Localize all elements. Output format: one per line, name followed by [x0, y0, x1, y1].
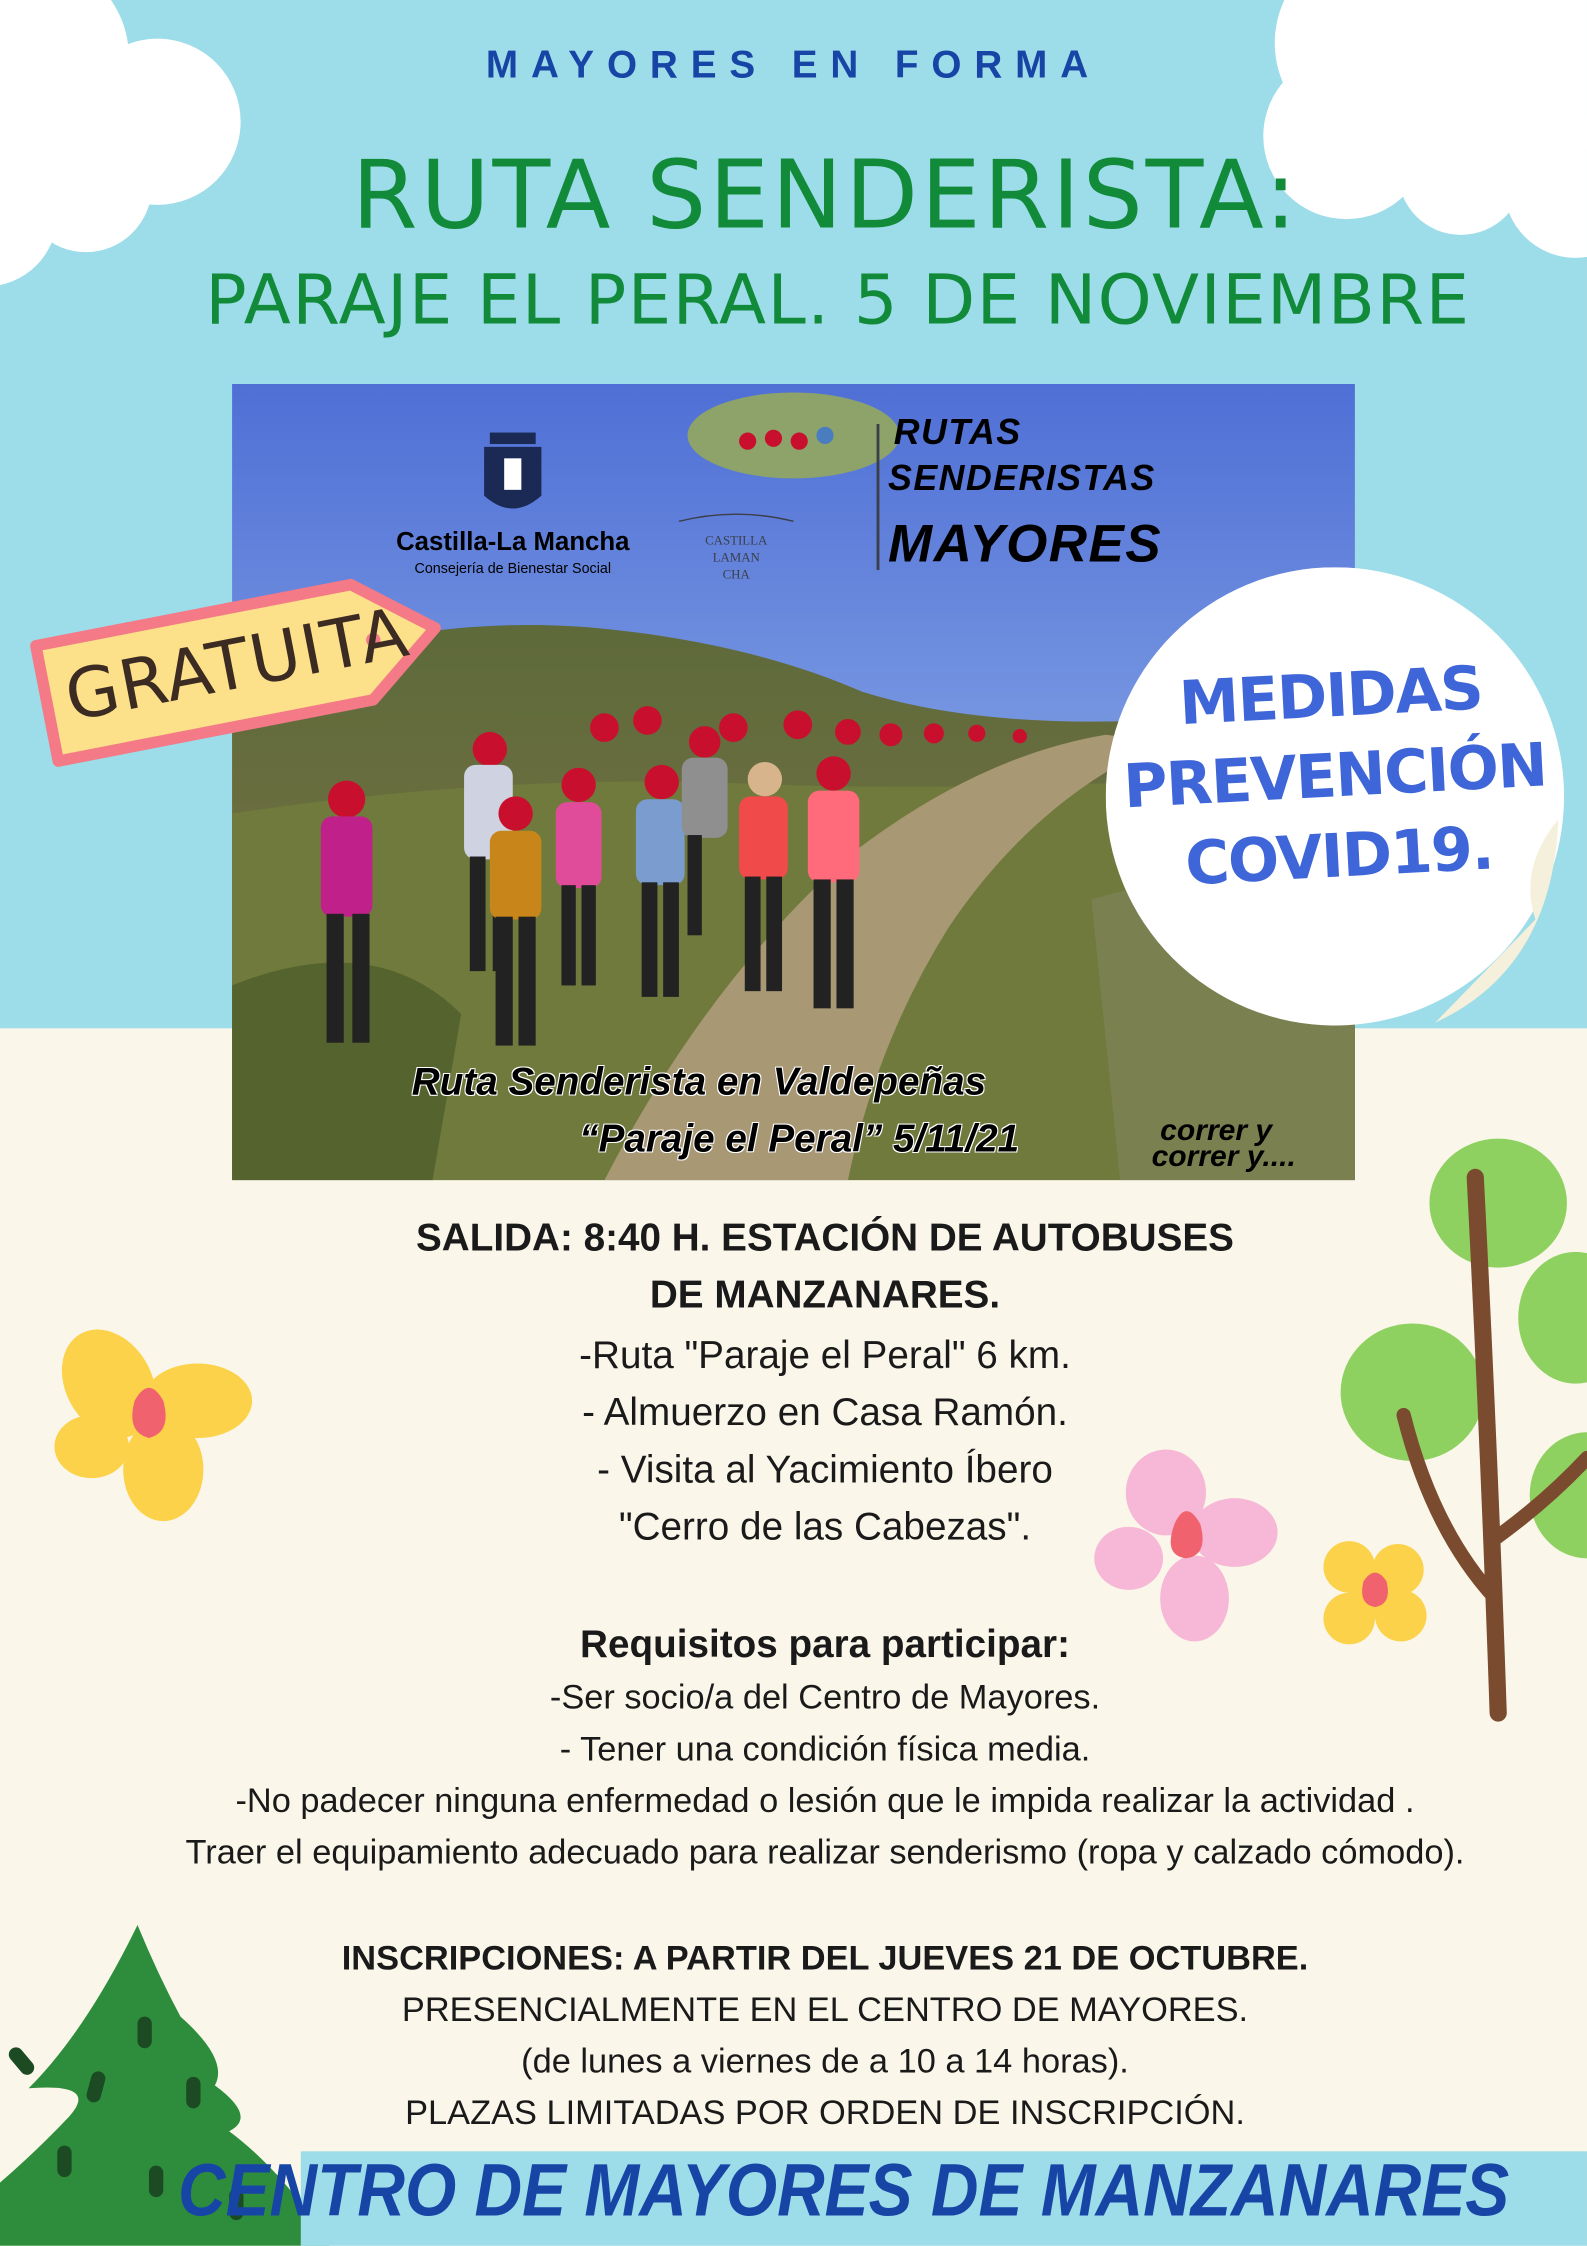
- route-subtitle: PARAJE EL PERAL. 5 DE NOVIEMBRE: [205, 260, 1471, 341]
- departure-info: [0, 1209, 1587, 1324]
- covid-line-1: MEDIDAS: [1177, 652, 1484, 739]
- program-line-1: RUTAS: [893, 412, 1022, 453]
- covid-line-2: PREVENCIÓN: [1121, 729, 1549, 822]
- photo-credit-2: correr y....: [1151, 1139, 1296, 1173]
- requirement-item: -Ser socio/a del Centro de Mayores.: [549, 1678, 1101, 1718]
- logo-subtitle: Consejería de Bienestar Social: [414, 560, 612, 577]
- covid-line-3: COVID19.: [1183, 812, 1495, 899]
- activity-item: -Ruta "Paraje el Peral" 6 km.: [579, 1333, 1071, 1377]
- route-title: RUTA SENDERISTA:: [351, 140, 1300, 251]
- registration-line: PLAZAS LIMITADAS POR ORDEN DE INSCRIPCIÓN.: [405, 2094, 1245, 2133]
- departure-line-1: SALIDA: 8:40 H. ESTACIÓN DE AUTOBUSES: [416, 1216, 1234, 1259]
- photo-credit-1: correr y: [1160, 1114, 1273, 1148]
- program-line-2: SENDERISTAS: [888, 457, 1156, 498]
- seal-line-3: CHA: [722, 567, 750, 582]
- free-tag-label: GRATUITA: [58, 592, 416, 738]
- seal-line-2: LAMAN: [712, 550, 760, 565]
- activity-item: - Almuerzo en Casa Ramón.: [582, 1390, 1068, 1434]
- activity-item: - Visita al Yacimiento Íbero: [597, 1448, 1053, 1492]
- footer-title: CENTRO DE MAYORES DE MANZANARES: [178, 2148, 1510, 2232]
- registration-section: [0, 1934, 1587, 2140]
- requirement-item: Traer el equipamiento adecuado para realizar senderismo (ropa y calzado cómodo).: [185, 1833, 1465, 1873]
- requirement-item: -No padecer ninguna enfermedad o lesión que le impida realizar la actividad .: [235, 1781, 1415, 1821]
- covid-badge: [1106, 567, 1564, 1025]
- departure-line-2: DE MANZANARES.: [649, 1273, 1001, 1317]
- photo-caption-1: Ruta Senderista en Valdepeñas: [411, 1060, 987, 1104]
- requirements-section: [0, 1616, 1587, 1880]
- shield-crown-icon: [484, 433, 541, 509]
- registration-heading: INSCRIPCIONES: A PARTIR DEL JUEVES 21 DE OCTUBRE.: [341, 1939, 1309, 1979]
- seal-line-1: CASTILLA: [705, 533, 768, 548]
- registration-line: PRESENCIALMENTE EN EL CENTRO DE MAYORES.: [401, 1990, 1249, 2030]
- requirement-item: - Tener una condición física media.: [559, 1730, 1091, 1769]
- activity-list: [0, 1326, 1587, 1555]
- event-series: MAYORES EN FORMA: [485, 42, 1102, 86]
- requirements-heading: Requisitos para participar:: [580, 1622, 1070, 1666]
- photo-caption-2: “Paraje el Peral” 5/11/21: [579, 1117, 1020, 1161]
- activity-item: "Cerro de las Cabezas".: [618, 1505, 1032, 1549]
- registration-line: (de lunes a viernes de a 10 a 14 horas).: [521, 2042, 1129, 2082]
- logo-name: Castilla-La Mancha: [396, 528, 630, 557]
- program-line-3: MAYORES: [888, 514, 1163, 574]
